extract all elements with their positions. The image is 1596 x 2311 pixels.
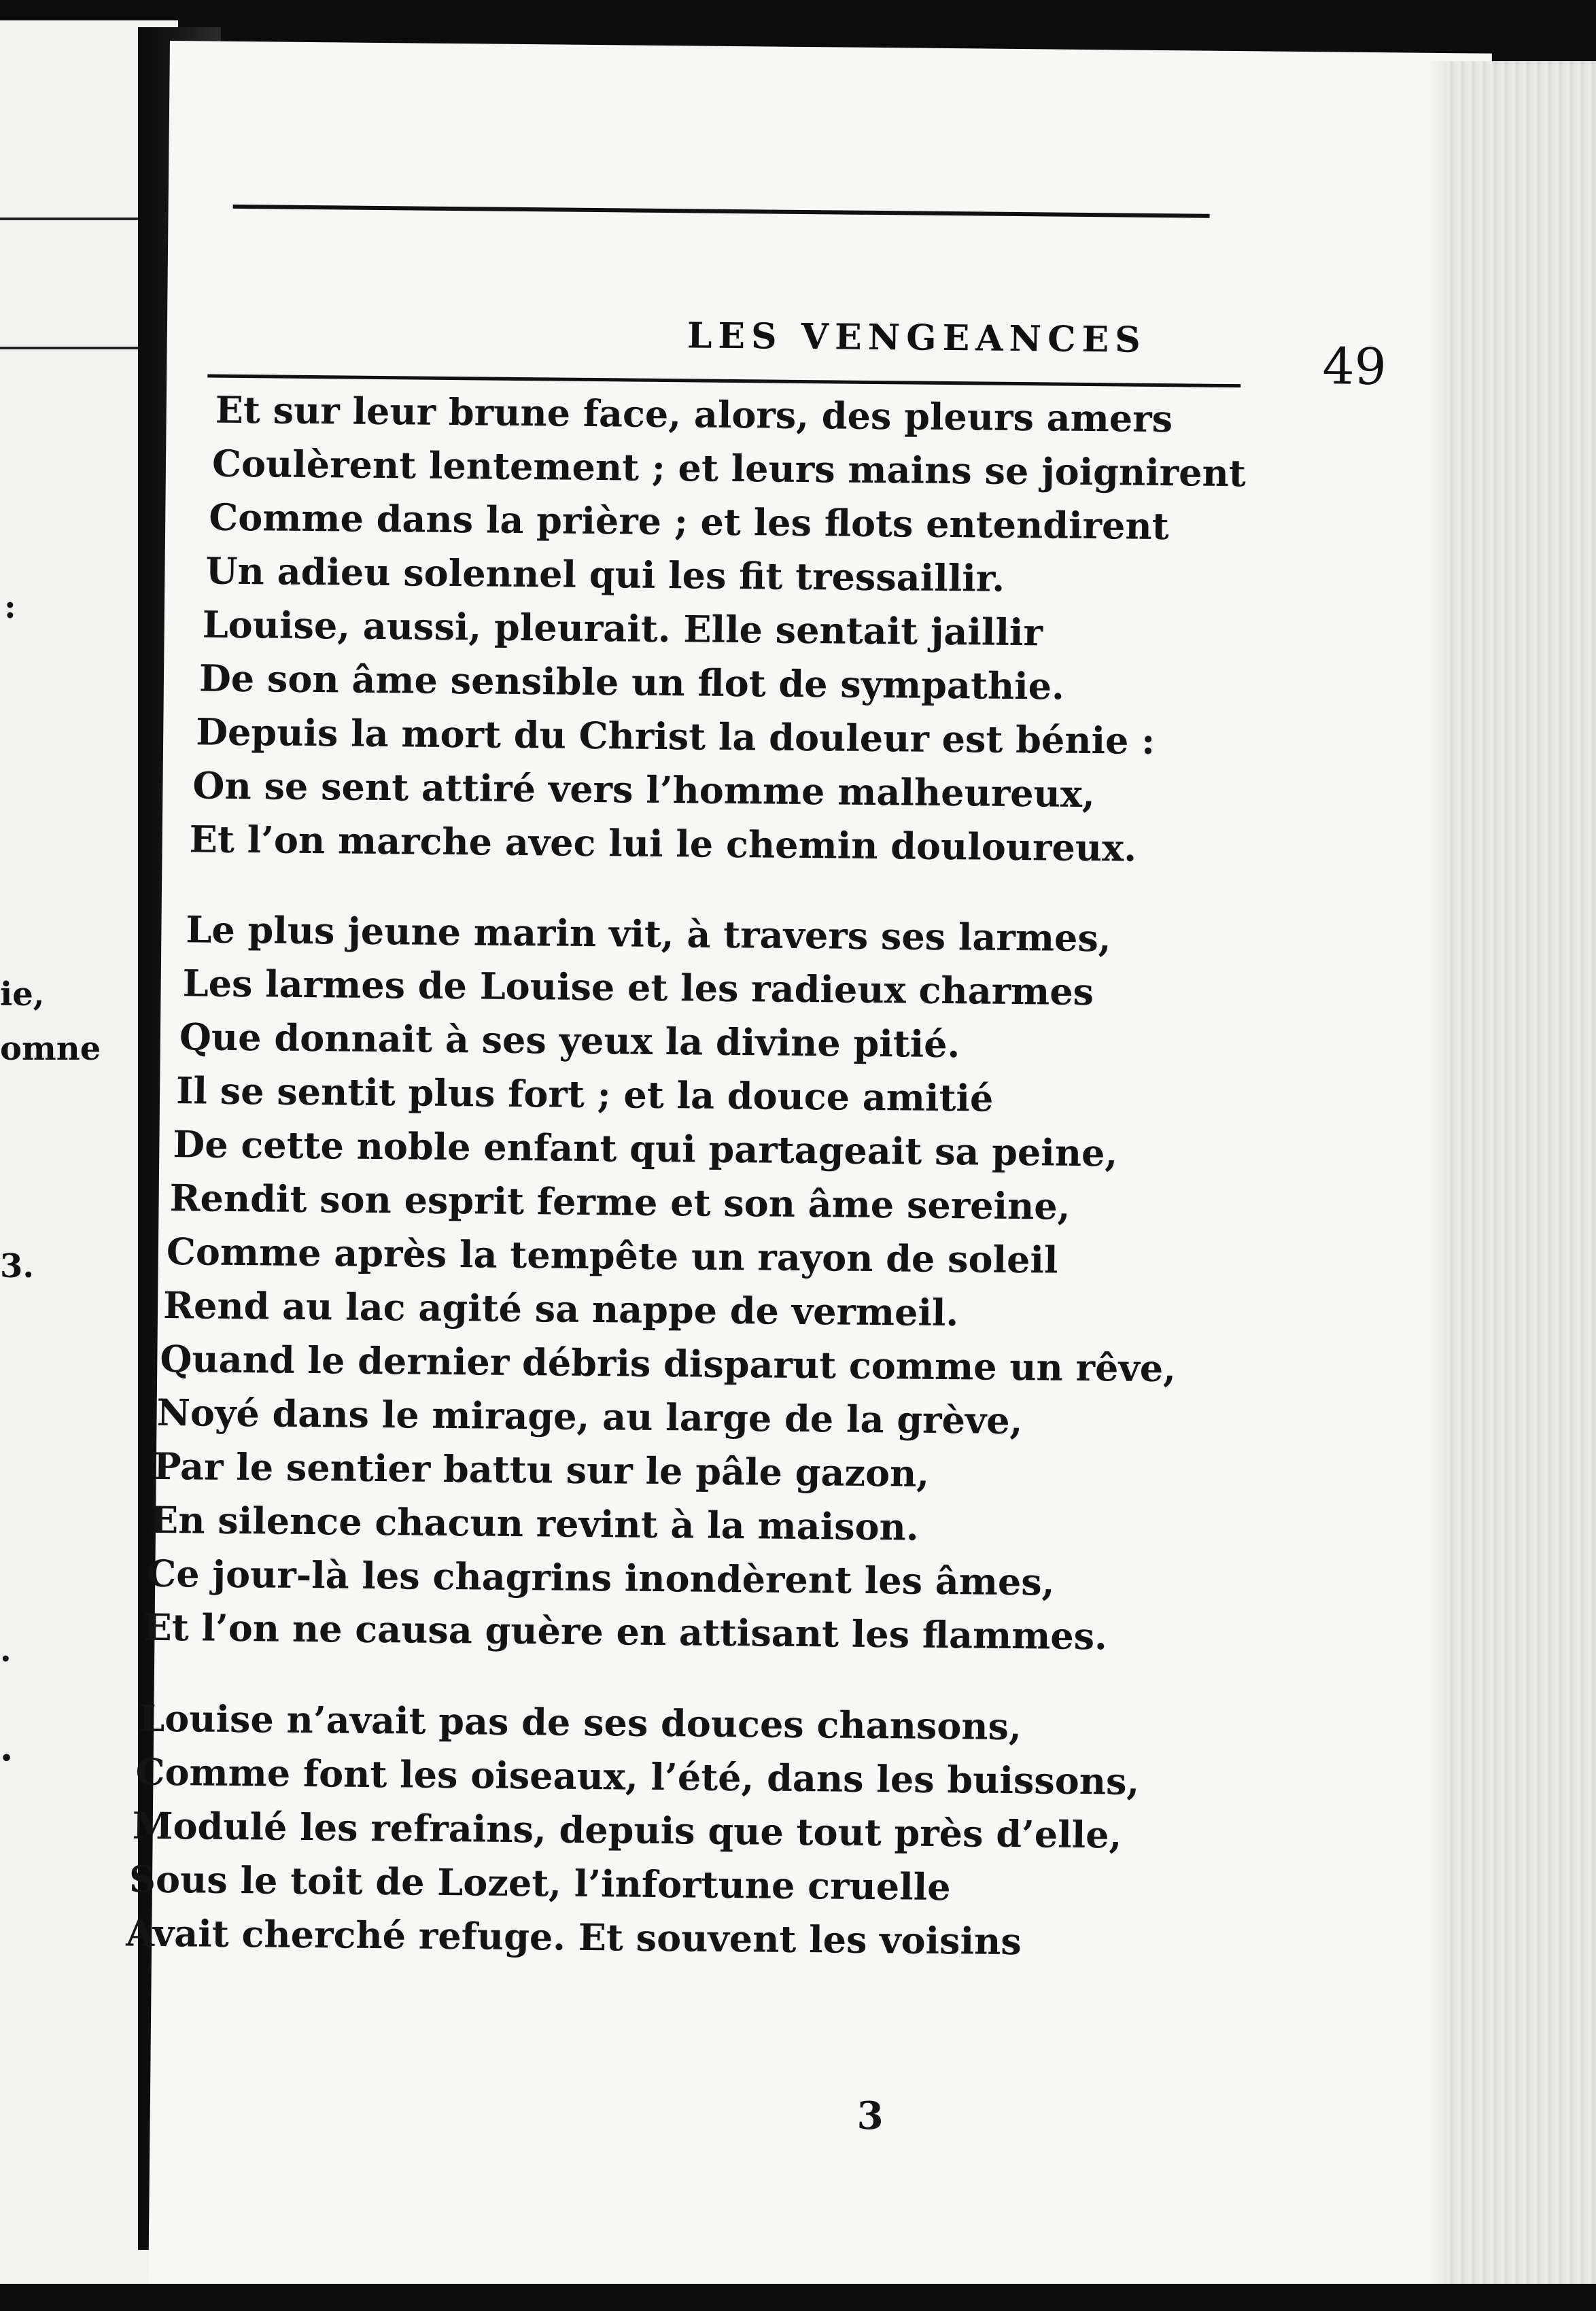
left-page-rule-bottom xyxy=(0,347,153,349)
verse-line: Un adieu solennel qui les fit tressaillir. xyxy=(205,549,1005,600)
verse-line: Il se sentit plus fort ; et la douce amitié xyxy=(175,1068,994,1120)
verse-line: On se sent attiré vers l’homme malheureux, xyxy=(192,763,1096,816)
left-page-rule-top xyxy=(0,218,153,220)
verse-line: Par le sentier battu sur le pâle gazon, xyxy=(153,1444,930,1495)
verse-line: Coulèrent lentement ; et leurs mains se joignirent xyxy=(211,441,1247,496)
signature-mark: 3 xyxy=(856,2093,884,2139)
scan-background-bottom xyxy=(0,2284,1596,2311)
verse-line: Louise n’avait pas de ses douces chansons, xyxy=(139,1696,1022,1749)
left-page-fragment: • xyxy=(0,1747,14,1771)
verse-line: De son âme sensible un flot de sympathie. xyxy=(198,656,1065,708)
left-page-fragment: omne xyxy=(0,1030,101,1068)
left-page-fragment: . xyxy=(0,1631,12,1669)
verse-line: Comme font les oiseaux, l’été, dans les buissons, xyxy=(135,1750,1140,1803)
verse-line: Avait cherché refuge. Et souvent les voisins xyxy=(125,1911,1022,1964)
left-page-fragment: ie, xyxy=(0,975,45,1013)
left-page-fragment: : xyxy=(4,588,16,626)
page-number: 49 xyxy=(1322,337,1387,397)
verse-line: Et l’on ne causa guère en attisant les flammes. xyxy=(143,1605,1108,1658)
verse-line: De cette noble enfant qui partageait sa peine, xyxy=(173,1122,1118,1175)
verse-line: Depuis la mort du Christ la douleur est bénie : xyxy=(195,710,1156,763)
verse-line: Que donnait à ses yeux la divine pitié. xyxy=(179,1015,960,1066)
verse-line: Rendit son esprit ferme et son âme sereine, xyxy=(169,1176,1071,1228)
header-rule-top xyxy=(233,205,1210,218)
verse-line: Comme après la tempête un rayon de soleil xyxy=(166,1230,1058,1282)
page xyxy=(125,41,1492,2300)
verse-line: Noyé dans le mirage, au large de la grève, xyxy=(156,1390,1023,1443)
verse-line: Quand le dernier débris disparut comme un rêve, xyxy=(160,1336,1177,1391)
verse-line: Et sur leur brune face, alors, des pleurs amers xyxy=(215,387,1173,441)
verse-line: Modulé les refrains, depuis que tout près d’elle, xyxy=(132,1803,1122,1857)
verse-line: Louise, aussi, pleurait. Elle sentait jaillir xyxy=(202,602,1043,655)
verse-line: Sous le toit de Lozet, l’infortune cruelle xyxy=(128,1857,951,1909)
verse-line: En silence chacun revint à la maison. xyxy=(150,1497,919,1549)
verse-line: Et l’on marche avec lui le chemin douloureux. xyxy=(189,817,1137,870)
left-page-fragment: 3. xyxy=(0,1247,35,1285)
verse-line: Les larmes de Louise et les radieux charmes xyxy=(182,961,1094,1014)
verse-line: Rend au lac agité sa nappe de vermeil. xyxy=(162,1283,959,1335)
verse-line: Comme dans la prière ; et les flots entendirent xyxy=(208,495,1169,549)
header-rule-bottom xyxy=(207,375,1241,388)
page-stack-fore-edge xyxy=(1444,61,1596,2291)
running-head-title: LES VENGEANCES xyxy=(687,315,1147,361)
verse-line: Ce jour-là les chagrins inondèrent les âmes, xyxy=(147,1551,1055,1604)
verse-line: Le plus jeune marin vit, à travers ses larmes, xyxy=(186,907,1111,960)
